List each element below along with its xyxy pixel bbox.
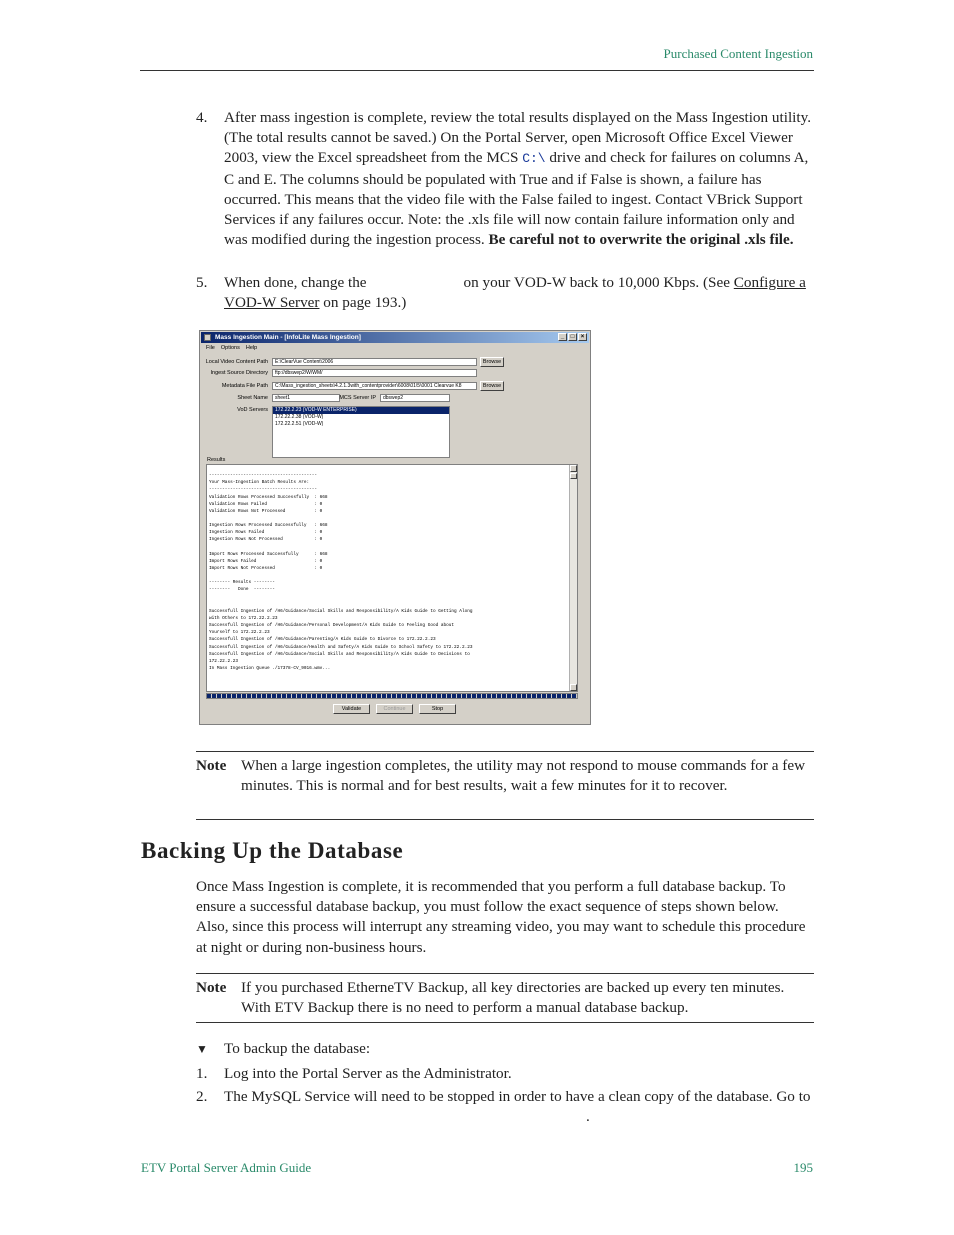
sheet-name-label: Sheet Name (237, 395, 268, 401)
results-lines (207, 465, 577, 672)
results-line (207, 515, 577, 522)
results-line: Import Rows Not Processed : 0 (209, 565, 323, 571)
browse-metadata-button[interactable]: Browse (480, 381, 504, 391)
vod-server-item[interactable]: 172.22.2.38 (VOD-W) (275, 414, 324, 420)
ingest-source-label: Ingest Source Directory (210, 370, 268, 376)
procedure-step-2 (196, 1087, 814, 1127)
results-line: ----------------------------------------- (209, 473, 318, 479)
step-number: 1. (196, 1065, 208, 1082)
footer-guide-title: ETV Portal Server Admin Guide (141, 1160, 312, 1175)
note-rule-top (196, 973, 814, 974)
note-text: When a large ingestion completes, the utility may not respond to mouse commands for a few minutes. This is normal and for best results, wait a few minutes for it to recover. (241, 757, 806, 794)
window-titlebar (201, 332, 589, 343)
validate-button[interactable]: Validate (333, 704, 370, 714)
step-4 (196, 108, 814, 250)
scroll-down-icon[interactable] (570, 684, 577, 691)
step-text: When done, change the on your VOD-W back to 10,000 Kbps. (See Configure a VOD-W Server on page 193.) (224, 274, 806, 312)
menu-file[interactable]: File (206, 345, 215, 351)
drive-code: C:\ (522, 151, 546, 167)
results-line: Validation Rows Failed : 0 (209, 501, 323, 507)
minimize-icon[interactable]: _ (558, 333, 567, 341)
stop-button[interactable]: Stop (419, 704, 456, 714)
note-label: Note (196, 979, 227, 996)
results-line: Ingestion Rows Processed Successfully : 668 (209, 523, 328, 529)
step-number: 5. (196, 274, 208, 291)
menu-bar (202, 344, 257, 353)
continue-button[interactable]: Continue (376, 704, 413, 714)
local-video-label: Local Video Content Path (205, 359, 268, 365)
vod-servers-label: VoD Servers (237, 407, 268, 413)
results-line: Validation Rows Processed Successfully : 668 (209, 494, 328, 500)
results-textbox[interactable] (206, 464, 578, 692)
results-line: Validation Rows Not Processed : 0 (209, 508, 323, 514)
note-backup (196, 978, 814, 1018)
note-text: If you purchased EtherneTV Backup, all key directories are backed up every ten minutes. With ETV Backup there is no need to perform a manual database backup. (241, 979, 785, 1016)
note-label: Note (196, 757, 227, 774)
local-video-field[interactable]: E:\ClearVue Content\2006 (272, 358, 477, 366)
results-line: Ingestion Rows Not Processed : 0 (209, 537, 323, 543)
menu-options[interactable]: Options (220, 345, 240, 351)
scroll-up-icon[interactable] (570, 465, 577, 472)
ingest-source-field[interactable]: ftp://dbswep2/W/WM/ (272, 369, 477, 377)
results-line (207, 465, 577, 472)
note-rule-bottom (196, 819, 814, 820)
page-number: 195 (793, 1160, 813, 1175)
results-line (207, 544, 577, 551)
results-label: Results (207, 457, 226, 463)
step-5 (196, 273, 814, 313)
window-title: Mass Ingestion Main - [InfoLite Mass Ingestion] (215, 334, 361, 341)
vod-server-item[interactable]: 172.22.2.51 (VOD-W) (275, 421, 324, 427)
results-scrollbar[interactable] (569, 465, 577, 691)
configure-vodw-link[interactable]: Configure a VOD-W Server (224, 274, 806, 312)
browse-video-button[interactable]: Browse (480, 357, 504, 367)
section-paragraph: Once Mass Ingestion is complete, it is recommended that you perform a full database backup. To ensure a successful database backup, you must follow the exact sequence of steps shown below. Also, since this process will interrupt any streaming video, you may want to schedule this procedure at night or during non-business hours. (196, 878, 806, 956)
step-number: 4. (196, 109, 208, 126)
note-ingestion (196, 756, 814, 796)
results-line: Successfull Ingestion of /H6/Guidance/Personal Development/A Kids Guide to Feeling Good about (209, 623, 455, 629)
menu-help[interactable]: Help (245, 345, 258, 351)
results-line: Successfull Ingestion of /H6/Guidance/Parenting/A Kids Guide to Divorce to 172.22.2.23 (209, 637, 436, 643)
results-line: Yourself to 172.22.2.23 (209, 630, 270, 636)
ingestion-progress-bar (206, 693, 578, 699)
results-line: 172.22.2.23 (209, 658, 238, 664)
results-line: -------- Results -------- (209, 580, 275, 586)
maximize-icon[interactable]: □ (568, 333, 577, 341)
vod-server-item[interactable]: 172.22.2.23 (VOD-W ENTERPRISE) (273, 407, 449, 414)
note-rule-bottom (196, 1022, 814, 1023)
step-number: 2. (196, 1088, 208, 1105)
warning-bold: Be careful not to overwrite the original .xls file. (488, 231, 794, 249)
vod-servers-list[interactable] (272, 406, 450, 458)
results-line: Successfull Ingestion of /H6/Guidance/Health and Safety/A Kids Guide to School Safety to 172.22.2.23 (209, 644, 473, 650)
procedure-title: ▼ To backup the database: (196, 1039, 814, 1059)
note-rule-top (196, 751, 814, 752)
metadata-field[interactable]: C:\Mass_ingestion_sheets\4.2.1.3with_contentprovider\6008\01\5\0001 Clearvue K8 (272, 382, 477, 390)
mass-ingestion-window (199, 330, 591, 725)
step-text: The MySQL Service will need to be stopped in order to have a clean copy of the database. Go to. (224, 1088, 811, 1126)
app-icon (204, 334, 211, 341)
results-line: with Others to 172.22.2.23 (209, 615, 278, 621)
step-text: After mass ingestion is complete, review the total results displayed on the Mass Ingestion utility. (The total results cannot be saved.) On the Portal Server, open Microsoft Office Excel Viewer 2003, view the Excel spreadsheet from the MCS C:\ drive and check for failures on columns A, C and E. The columns should be populated with True and if False is shown, a failure has occurred. This means that the video file with the False failed to ingest. Contact VBrick Support Services if any failures occur. Note: the .xls file will now contain failure information only and was modified during the ingestion process. Be careful not to overwrite the original .xls file. (224, 109, 812, 249)
results-line: Successfull Ingestion of /H6/Guidance/Social Skills and Responsibility/A Kids Guide to Decisions to (209, 651, 470, 657)
results-line: Successfull Ingestion of /H6/Guidance/Social Skills and Responsibility/A Kids Guide to Getting Along (209, 608, 473, 614)
mcs-server-field[interactable]: dbswep2 (380, 394, 450, 402)
results-line (207, 572, 577, 579)
results-line (207, 601, 577, 608)
results-line: Import Rows Failed : 0 (209, 558, 323, 564)
results-line: In Mass Ingestion Queue ./17378-CV_9016.wmv... (209, 665, 331, 671)
procedure-step-1 (196, 1064, 814, 1084)
results-line (207, 594, 577, 601)
scroll-thumb[interactable] (570, 473, 577, 479)
section-heading: Backing Up the Database (141, 838, 404, 863)
results-line: Ingestion Rows Failed : 0 (209, 530, 323, 536)
triangle-bullet-icon: ▼ (196, 1042, 208, 1056)
metadata-label: Metadata File Path (221, 383, 268, 389)
sheet-name-field[interactable]: sheet1 (272, 394, 340, 402)
results-line: ----------------------------------------- (209, 487, 318, 493)
results-line: -------- Done -------- (209, 587, 275, 593)
mcs-server-label: MCS Server IP (339, 395, 376, 401)
step-text: Log into the Portal Server as the Administrator. (224, 1065, 512, 1082)
results-line: Import Rows Processed Successfully : 668 (209, 551, 328, 557)
header-rule (140, 70, 814, 71)
running-header: Purchased Content Ingestion (663, 46, 813, 61)
close-icon[interactable]: × (578, 333, 587, 341)
results-line: Your Mass-Ingestion Batch Results Are: (209, 480, 310, 486)
